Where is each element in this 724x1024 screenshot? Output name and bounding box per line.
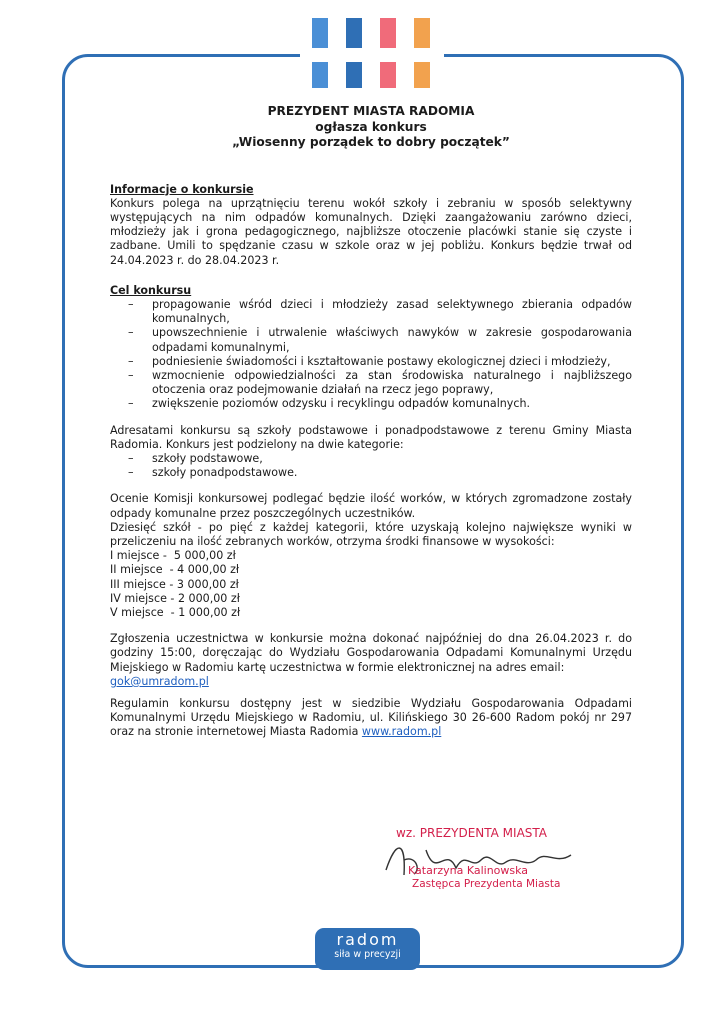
addressees-section <box>110 424 632 481</box>
info-title: Informacje o konkursie <box>110 182 254 196</box>
info-text: Konkurs polega na uprzątnięciu terenu wokół szkoły i zebraniu w sposób selektywny występujących na nim odpadów komunalnych. Dzięki zaangażowaniu zarówno dzieci, młodzieży jak i grona pedagogicznego, najbliższe otoczenie placówki stanie się czyste i zadbane. Umili to spędzanie czasu w szkole oraz w jej pobliżu. Konkurs będzie trwał od 24.04.2023 r. do 28.04.2023 r. <box>110 196 632 267</box>
list-item: – szkoły podstawowe, <box>110 452 632 466</box>
prize-item: V miejsce - 1 000,00 zł <box>110 605 241 619</box>
signatory-role: Zastępca Prezydenta Miasta <box>412 878 561 890</box>
signature-block <box>376 820 576 900</box>
applications-section <box>110 632 632 689</box>
prize-item: IV miejsce - 2 000,00 zł <box>110 591 240 605</box>
regulations-text: Regulamin konkursu dostępny jest w siedzibie Wydziału Gospodarowania Odpadami Komunalnymi Urzędu Miejskiego w Radomiu, ul. Kilińskiego 30 26-600 Radom pokój nr 297 oraz na stronie internetowej Miasta Radomia <box>110 697 632 739</box>
evaluation-section <box>110 492 632 620</box>
list-item: – upowszechnienie i utrwalenie właściwych nawyków w zakresie gospodarowania odpadami komunalnymi, <box>110 326 632 354</box>
document-body <box>110 104 632 740</box>
website-link[interactable]: www.radom.pl <box>361 725 442 739</box>
prize-item: III miejsce - 3 000,00 zł <box>110 577 239 591</box>
prize-list <box>110 549 632 620</box>
signatory-name: Katarzyna Kalinowska <box>408 864 529 877</box>
list-item: – szkoły ponadpodstawowe. <box>110 466 632 480</box>
header-announces: ogłasza konkurs <box>315 119 427 134</box>
list-item: – wzmocnienie odpowiedzialności za stan środowiska naturalnego i najbliższego otoczenia oraz podejmowanie działań na rzecz jego poprawy, <box>110 369 632 397</box>
prize-intro: Dziesięć szkół - po pięć z każdej kategorii, które uzyskają kolejno największe wyniki w przeliczeniu na ilość zebranych worków, otrzyma środki finansowe w wysokości: <box>110 520 632 548</box>
evaluation-text: Ocenie Komisji konkursowej podlegać będzie ilość worków, w których zgromadzone zostały odpady komunalne przez poszczególnych uczestników. <box>110 492 632 520</box>
goal-title: Cel konkursu <box>110 283 192 297</box>
regulations-section <box>110 697 632 740</box>
goal-list <box>110 298 632 412</box>
radom-logo <box>315 928 420 970</box>
prize-item: II miejsce - 4 000,00 zł <box>110 563 240 577</box>
document-header <box>110 104 632 151</box>
list-item: – podniesienie świadomości i kształtowanie postawy ekologicznej dzieci i młodzieży, <box>110 355 632 369</box>
email-link[interactable]: gok@umradom.pl <box>110 674 209 688</box>
categories-list <box>110 452 632 480</box>
logo-wordmark: radom <box>336 930 399 949</box>
info-section <box>110 183 632 268</box>
addressees-text: Adresatami konkursu są szkoły podstawowe i ponadpodstawowe z terenu Gminy Miasta Radomia. Konkurs jest podzielony na dwie kategorie: <box>110 423 632 451</box>
goal-section <box>110 284 632 412</box>
list-item: – propagowanie wśród dzieci i młodzieży zasad selektywnego zbierania odpadów komunalnych, <box>110 298 632 326</box>
list-item: – zwiększenie poziomów odzysku i recyklingu odpadów komunalnych. <box>110 397 632 411</box>
prize-item: I miejsce - 5 000,00 zł <box>110 549 236 563</box>
applications-text: Zgłoszenia uczestnictwa w konkursie można dokonać najpóźniej do dna 26.04.2023 r. do godziny 15:00, doręczając do Wydziału Gospodarowania Odpadami Komunalnymi Urzędu Miejskiego w Radomiu kartę uczestnictwa w formie elektronicznej na adres email: <box>110 632 632 674</box>
logo-slogan: siła w precyzji <box>334 949 401 960</box>
contest-title: „Wiosenny porządek to dobry początek” <box>232 135 510 149</box>
header-issuer: PREZYDENT MIASTA RADOMIA <box>267 104 475 118</box>
signature-on-behalf: wz. PREZYDENTA MIASTA <box>396 826 547 840</box>
